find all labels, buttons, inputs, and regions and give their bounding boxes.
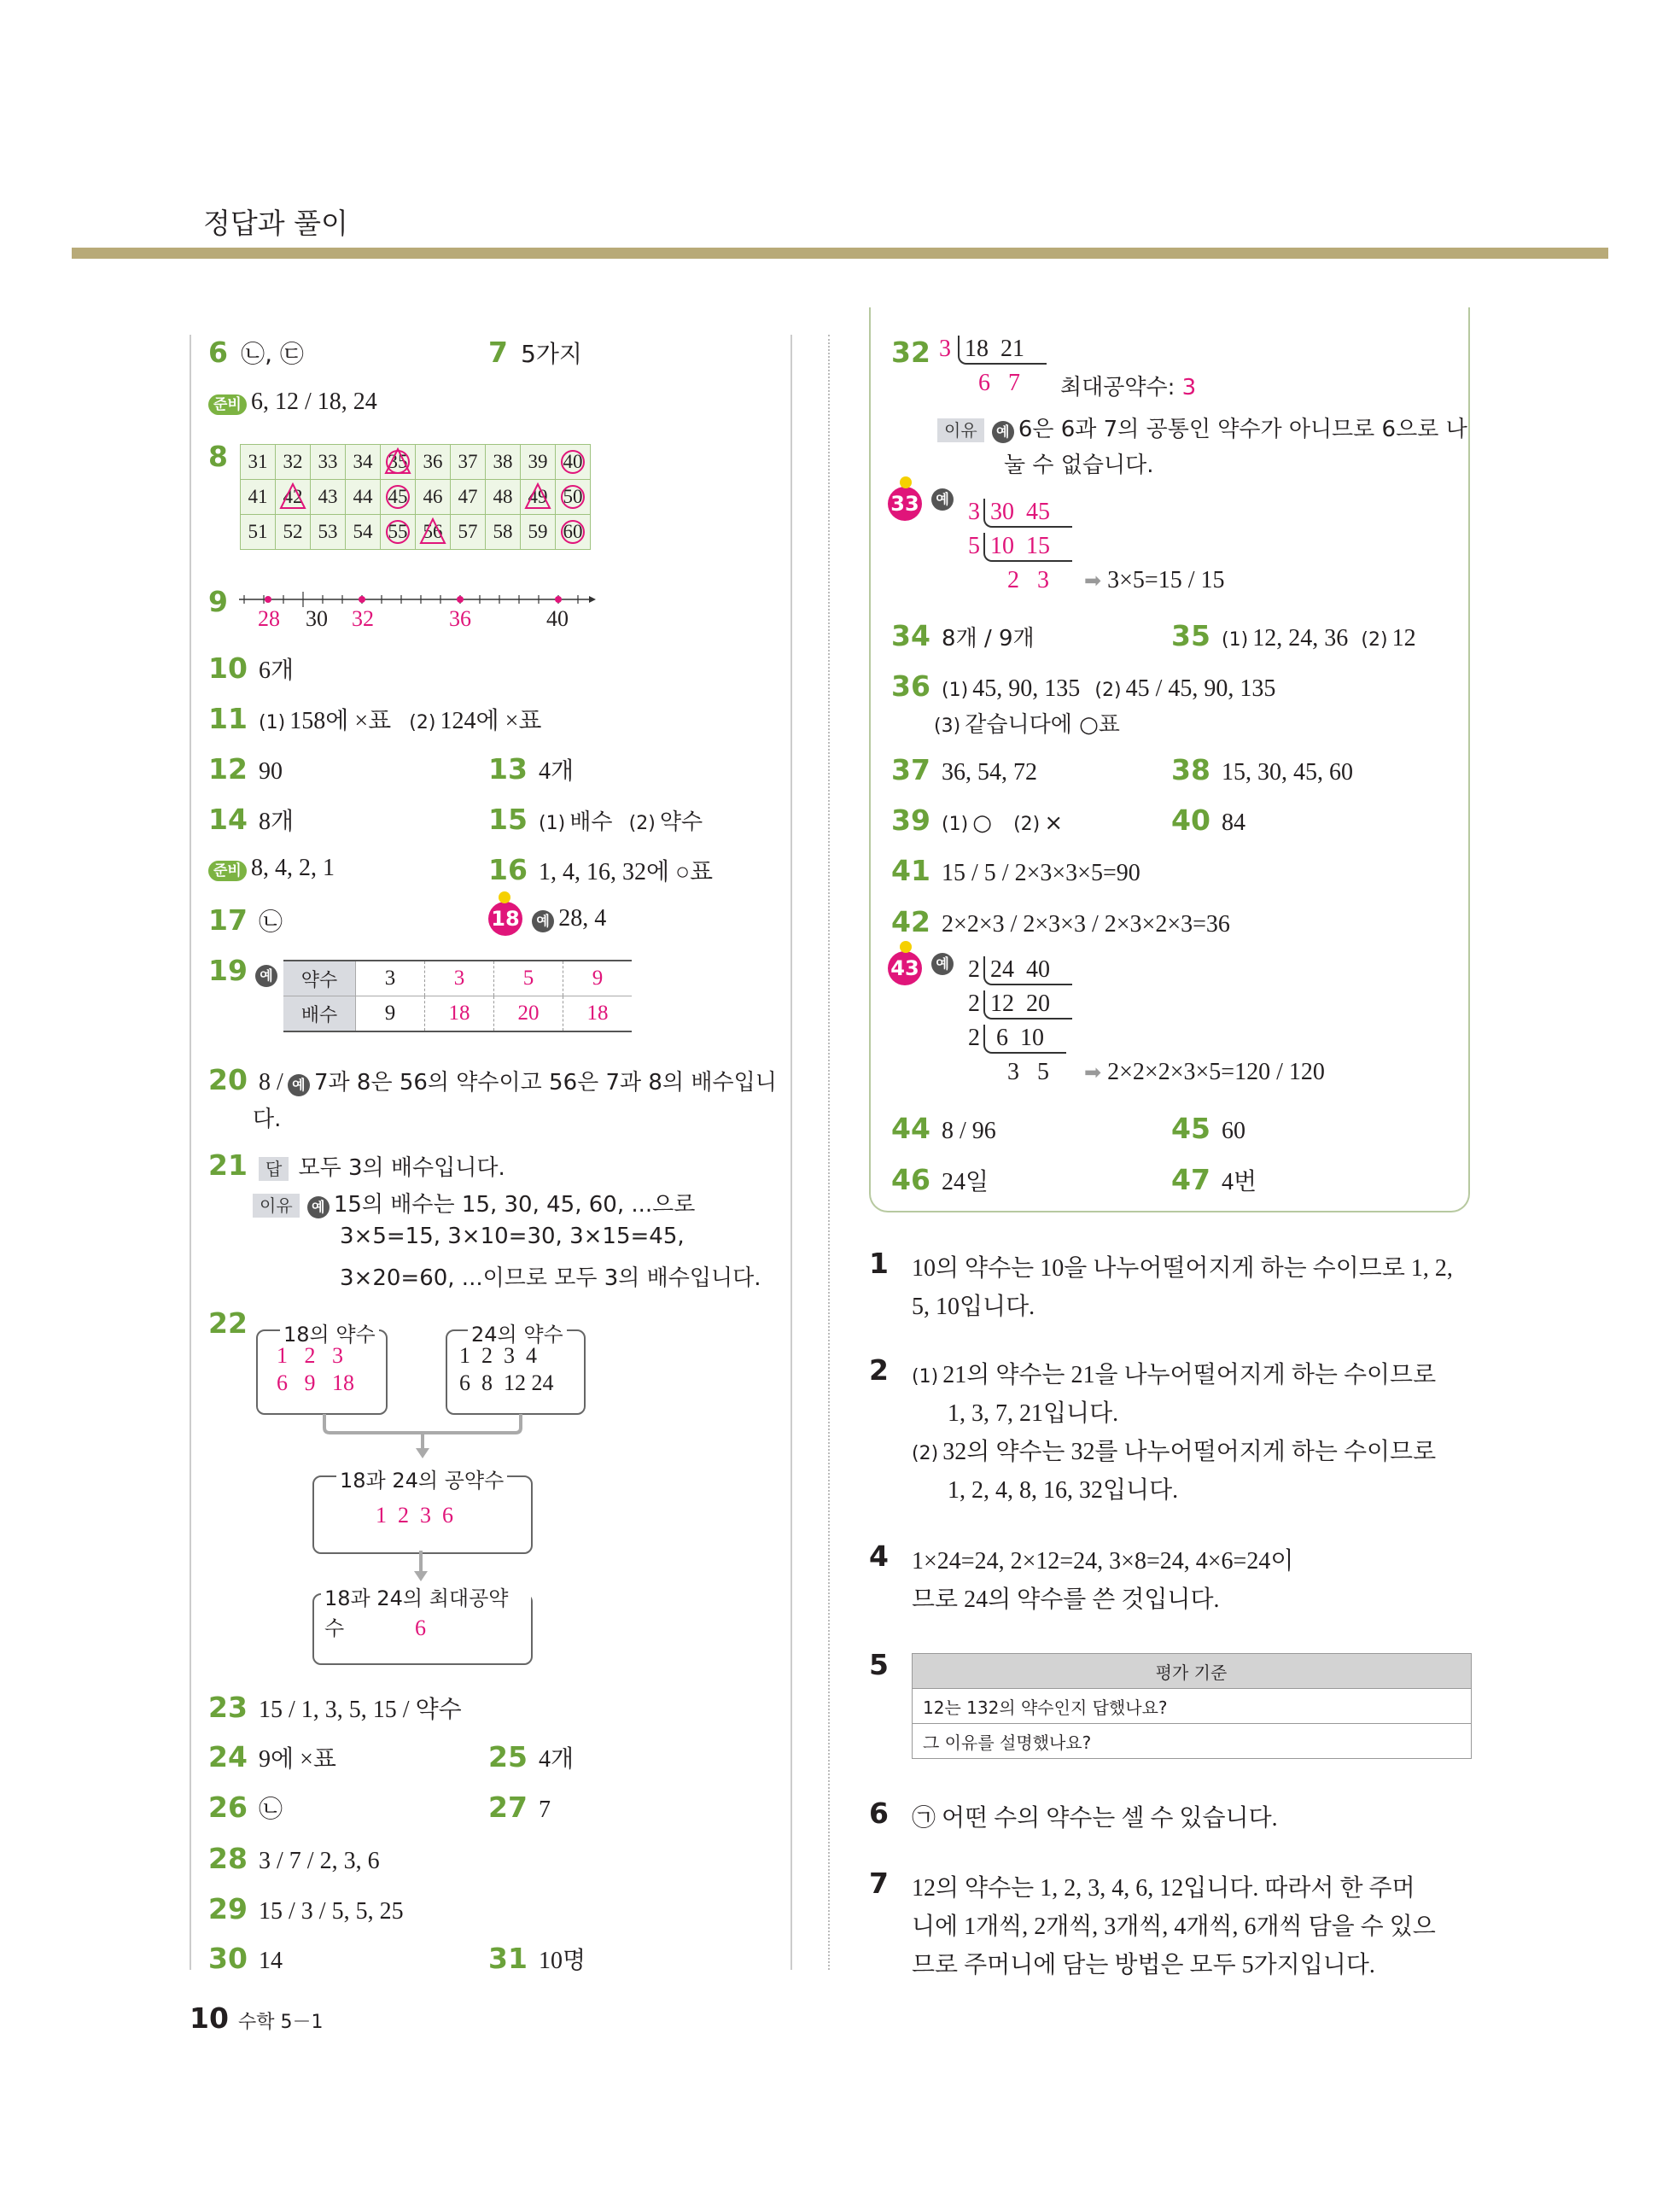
cell: 52: [276, 515, 311, 550]
reason-tag: 이유: [253, 1194, 300, 1218]
circle-mark: [561, 450, 585, 474]
triangle-mark: [419, 517, 446, 545]
exp7-l1: 12의 약수는 1, 2, 3, 4, 6, 12입니다. 따라서 한 주머: [912, 1875, 1415, 1902]
q9: [208, 585, 228, 618]
example-badge: 예: [288, 1074, 310, 1096]
q21-r3: 3×20=60, ...이므로 모두 3의 배수입니다.: [340, 1265, 761, 1291]
exp5: 5: [869, 1648, 889, 1681]
q15: 15 (1) 배수 (2) 약수: [488, 803, 703, 836]
triangle-mark: [524, 482, 551, 510]
circle-mark: [561, 485, 585, 509]
q30: 30 14: [208, 1942, 283, 1975]
q27: 27 7: [488, 1791, 551, 1824]
exp4-l1: 1×24=24, 2×12=24, 3×8=24, 4×6=24이: [912, 1548, 1294, 1575]
q33-row2: 10 15: [983, 533, 1072, 562]
q38: 38 15, 30, 45, 60: [1171, 753, 1354, 786]
page-title: 정답과 풀이: [203, 207, 348, 240]
q33: [888, 476, 954, 521]
cell: 32: [276, 445, 311, 480]
exp7-l2: 니에 1개씩, 2개씩, 3개씩, 4개씩, 6개씩 담을 수 있으: [912, 1913, 1436, 1940]
cell: 37: [451, 445, 486, 480]
cell: 48: [486, 480, 521, 515]
nl-label-40: 40: [546, 606, 569, 631]
cell: 33: [311, 445, 346, 480]
arrow-icon: ➡: [1084, 1060, 1102, 1084]
box-divisors-18: 18의 약수 1 2 3 6 9 18: [256, 1329, 388, 1415]
merge-arrow: [316, 1411, 529, 1462]
q44: 44 8 / 96: [891, 1112, 996, 1145]
q34: 34 8개 / 9개: [891, 619, 1035, 652]
q-number: 8: [208, 440, 228, 473]
cell: 57: [451, 515, 486, 550]
q32-reason: 이유 예 6은 6과 7의 공통인 약수가 아니므로 6으로 나: [937, 412, 1467, 443]
cell: 47: [451, 480, 486, 515]
exp2-l2: 1, 3, 7, 21입니다.: [948, 1400, 1119, 1427]
q16: 16 1, 4, 16, 32에 ○표: [488, 853, 714, 886]
triangle-mark: [384, 447, 411, 475]
q32: 32: [891, 336, 930, 369]
q45: 45 60: [1171, 1112, 1246, 1145]
evaluation-criteria-table: 평가 기준 12는 132의 약수인지 답했나요? 그 이유를 설명했나요?: [912, 1653, 1472, 1759]
q21: 21 답 모두 3의 배수입니다.: [208, 1148, 505, 1182]
q33-div1: 3: [968, 499, 980, 525]
cell: 41: [241, 480, 276, 515]
q25: 25 4개: [488, 1740, 575, 1773]
cell: 51: [241, 515, 276, 550]
exp1-l2: 5, 10입니다.: [912, 1294, 1035, 1320]
q46: 46 24일: [891, 1163, 989, 1196]
q47: 47 4번: [1171, 1163, 1257, 1196]
reason-tag: 이유: [937, 418, 984, 442]
q-number: 9: [208, 585, 228, 618]
q43-row2: 12 20: [983, 990, 1072, 1020]
q43-div2: 2: [968, 990, 980, 1017]
number-line: [239, 589, 598, 623]
star-number-badge: 43: [888, 951, 922, 985]
q19: 19 예: [208, 954, 277, 987]
triangle-mark: [279, 482, 306, 510]
q35: 35 (1) 12, 24, 36 (2) 12: [1171, 619, 1416, 652]
subject-label: 수학 5－1: [238, 2012, 324, 2033]
cell: 39: [521, 445, 556, 480]
circle-mark: [386, 520, 410, 544]
answer: ㉡, ㉢: [241, 340, 304, 368]
cell: 43: [311, 480, 346, 515]
exp1: 1: [869, 1247, 889, 1280]
cell: 50: [556, 480, 591, 515]
exp4: 4: [869, 1540, 889, 1573]
box-gcd: 18과 24의 최대공약수 6: [312, 1593, 533, 1665]
example-badge: 예: [931, 953, 954, 975]
cell: 58: [486, 515, 521, 550]
q32-divisor: 3: [939, 336, 951, 362]
smile-icon: [499, 891, 510, 903]
down-arrow: [412, 1551, 429, 1585]
q36-3: (3) 같습니다에 ○표: [934, 712, 1120, 738]
center-dotted: [828, 335, 830, 1970]
q32-quotient: 6 7: [978, 370, 1020, 396]
q39: 39 (1) ○ (2) ×: [891, 803, 1064, 837]
q43-div3: 2: [968, 1025, 980, 1051]
q26: 26 ㉡: [208, 1791, 283, 1824]
q6: [208, 336, 304, 370]
q20: 20 8 / 예 7과 8은 56의 약수이고 56은 7과 8의 배수입니: [208, 1063, 777, 1096]
circle-mark: [561, 520, 585, 544]
q33-quotient: 2 3: [1007, 567, 1049, 593]
number-grid-31-60: [240, 444, 591, 550]
cell: 34: [346, 445, 381, 480]
prep1: [208, 389, 377, 416]
divisor-multiple-table: 약수 3 3 5 9 배수 9 18 20 18: [283, 960, 632, 1032]
q24: 24 9에 ×표: [208, 1740, 336, 1773]
q29: 29 15 / 3 / 5, 5, 25: [208, 1892, 404, 1925]
q43-div1: 2: [968, 956, 980, 983]
q7: [488, 336, 582, 370]
nl-label-32: 32: [352, 606, 374, 631]
exp7: 7: [869, 1867, 889, 1900]
q43-row1: 24 40: [983, 956, 1072, 985]
footer: [190, 2001, 324, 2035]
cell: 38: [486, 445, 521, 480]
q11: 11 (1) 158에 ×표 (2) 124에 ×표: [208, 702, 542, 735]
cell: 55: [381, 515, 416, 550]
cell: 36: [416, 445, 451, 480]
cell: 42: [276, 480, 311, 515]
q43: [888, 941, 954, 985]
q31: 31 10명: [488, 1942, 586, 1975]
cell: 56: [416, 515, 451, 550]
cell: 35: [381, 445, 416, 480]
q23: 23 15 / 1, 3, 5, 15 / 약수: [208, 1691, 462, 1724]
cell: 54: [346, 515, 381, 550]
cell: 59: [521, 515, 556, 550]
q20-cont: 다.: [253, 1107, 282, 1132]
prep-badge: 준비: [208, 861, 247, 881]
q14: 14 8개: [208, 803, 295, 836]
example-badge: 예: [307, 1196, 330, 1218]
center-divider: [790, 335, 792, 1970]
example-badge: 예: [532, 910, 554, 932]
circle-mark: [386, 485, 410, 509]
smile-icon: [900, 941, 912, 953]
page-number: 10: [190, 2001, 229, 2035]
q21-r2: 3×5=15, 3×10=30, 3×15=45,: [340, 1224, 685, 1249]
nl-label-30: 30: [306, 606, 328, 631]
q32-reason-cont: 눌 수 없습니다.: [1004, 453, 1154, 478]
cell: 44: [346, 480, 381, 515]
answer: 6, 12 / 18, 24: [250, 389, 377, 415]
q21-reason: 이유 예 15의 배수는 15, 30, 45, 60, ...으로: [253, 1187, 695, 1218]
q40: 40 84: [1171, 803, 1246, 837]
cell: 46: [416, 480, 451, 515]
exp6: 6: [869, 1797, 889, 1830]
q37: 37 36, 54, 72: [891, 753, 1038, 786]
q32-dividend: 18 21: [958, 336, 1047, 365]
q42: 42 2×2×3 / 2×3×3 / 2×3×2×3=36: [891, 905, 1230, 938]
cell: 49: [521, 480, 556, 515]
cell: 31: [241, 445, 276, 480]
exp7-l3: 므로 주머니에 담는 방법은 모두 5가지입니다.: [912, 1952, 1375, 1978]
arrow-icon: ➡: [1084, 569, 1102, 593]
exp2-l3: (2) 32의 약수는 32를 나누어떨어지게 하는 수이므로: [912, 1439, 1437, 1465]
q18: 18 예 28, 4: [488, 891, 606, 936]
star-number-badge: 18: [488, 902, 522, 936]
q13: 13 4개: [488, 752, 575, 786]
exp6-l1: ㉠ 어떤 수의 약수는 셀 수 있습니다.: [912, 1805, 1278, 1832]
left-divider: [190, 335, 191, 1970]
q8: [208, 440, 228, 473]
cell: 60: [556, 515, 591, 550]
q12: 12 90: [208, 752, 283, 786]
example-badge: 예: [992, 421, 1014, 443]
prep-badge: 준비: [208, 394, 247, 415]
q36: 36 (1) 45, 90, 135 (2) 45 / 45, 90, 135: [891, 669, 1276, 703]
exp2-l1: (1) 21의 약수는 21을 나누어떨어지게 하는 수이므로: [912, 1362, 1437, 1388]
q43-row3: 6 10: [983, 1025, 1066, 1054]
smile-icon: [900, 476, 912, 488]
q28: 28 3 / 7 / 2, 3, 6: [208, 1842, 380, 1875]
q22: 22: [208, 1306, 248, 1340]
example-badge: 예: [255, 965, 277, 987]
example-badge: 예: [931, 488, 954, 511]
nl-label-28: 28: [258, 606, 280, 631]
q43-quotient: 3 5: [1007, 1059, 1049, 1085]
q33-result: ➡ 3×5=15 / 15: [1084, 567, 1225, 593]
q43-result: ➡ 2×2×2×3×5=120 / 120: [1084, 1059, 1325, 1085]
box-common-divisors: 18과 24의 공약수 1 2 3 6: [312, 1475, 533, 1554]
prep2: 준비 8, 4, 2, 1: [208, 855, 335, 882]
exp4-l2: 므로 24의 약수를 쓴 것입니다.: [912, 1586, 1220, 1613]
star-number-badge: 33: [888, 487, 922, 521]
q33-div2: 5: [968, 533, 980, 559]
exp1-l1: 10의 약수는 10을 나누어떨어지게 하는 수이므로 1, 2,: [912, 1255, 1453, 1282]
q-number: 6: [208, 336, 228, 369]
q41: 41 15 / 5 / 2×3×3×5=90: [891, 854, 1140, 887]
box-divisors-24: 24의 약수 1 2 3 4 6 8 12 24: [446, 1329, 586, 1415]
exp2-l4: 1, 2, 4, 8, 16, 32입니다.: [948, 1477, 1179, 1504]
q10: 10 6개: [208, 651, 295, 685]
answer: 5가지: [521, 340, 582, 368]
cell: 40: [556, 445, 591, 480]
exp2: 2: [869, 1353, 889, 1387]
q32-gcd: 최대공약수: 3: [1060, 375, 1197, 400]
q-number: 7: [488, 336, 508, 369]
cell: 45: [381, 480, 416, 515]
q33-row1: 30 45: [983, 499, 1072, 528]
header-rule: [72, 248, 1608, 259]
q17: 17 ㉡: [208, 903, 283, 937]
answer-tag: 답: [259, 1157, 289, 1181]
nl-label-36: 36: [449, 606, 471, 631]
cell: 53: [311, 515, 346, 550]
